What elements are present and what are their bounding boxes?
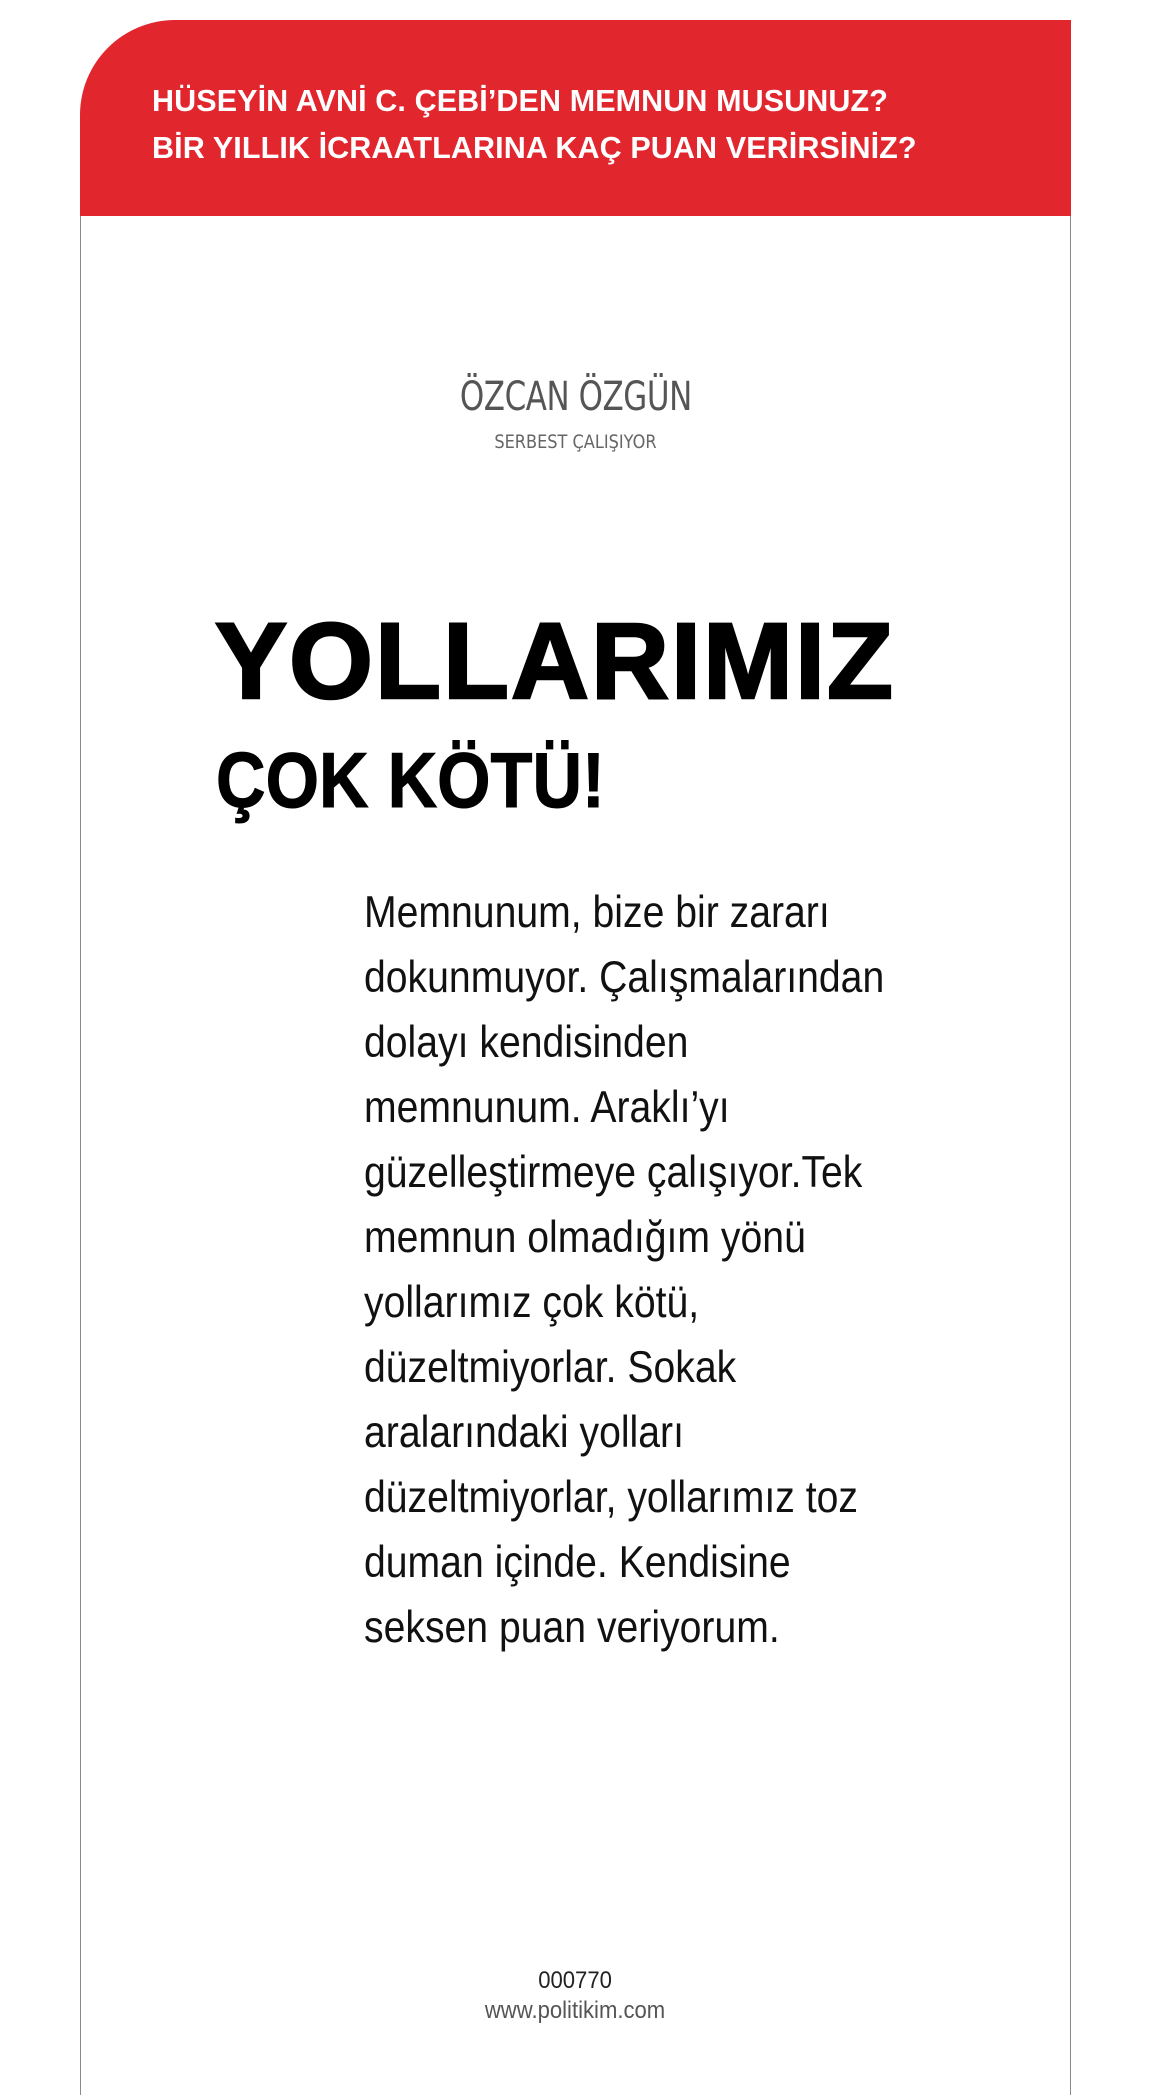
footer-code — [80, 1967, 1071, 1995]
respondent-occupation-text: SERBEST ÇALIŞIYOR — [494, 431, 657, 453]
quote-line: seksen puan veriyorum. — [364, 1603, 780, 1652]
quote-line: güzelleştirmeye çalışıyor.Tek — [364, 1148, 863, 1197]
quote-line: düzeltmiyorlar, yollarımız toz — [364, 1473, 858, 1522]
question-banner — [80, 20, 1071, 216]
quote-body — [364, 880, 964, 1660]
footer-website — [80, 1997, 1071, 2025]
quote-line: dokunmuyor. Çalışmalarından — [364, 953, 885, 1002]
respondent-name-text: ÖZCAN ÖZGÜN — [459, 374, 692, 420]
footer-code-text: 000770 — [538, 1967, 613, 1994]
quote-line: Memnunum, bize bir zararı — [364, 888, 830, 937]
quote-line: yollarımız çok kötü, — [364, 1278, 700, 1327]
quote-line: memnun olmadığım yönü — [364, 1213, 806, 1262]
banner-question-line-2: BİR YILLIK İCRAATLARINA KAÇ PUAN VERİRSİNİZ? — [152, 131, 917, 165]
respondent-occupation — [80, 430, 1071, 454]
quote-line: aralarındaki yolları — [364, 1408, 684, 1457]
quote-line: duman içinde. Kendisine — [364, 1538, 791, 1587]
respondent-name — [80, 372, 1071, 422]
quote-line: düzeltmiyorlar. Sokak — [364, 1343, 737, 1392]
headline-line-1: YOLLARIMIZ — [215, 600, 895, 721]
quote-line: memnunum. Araklı’yı — [364, 1083, 730, 1132]
banner-question-line-1: HÜSEYİN AVNİ C. ÇEBİ’DEN MEMNUN MUSUNUZ? — [152, 84, 889, 118]
footer-website-text: www.politikim.com — [485, 1997, 666, 2024]
quote-line: dolayı kendisinden — [364, 1018, 689, 1067]
headline-line-2-text: ÇOK KÖTÜ! — [216, 736, 605, 824]
headline-line-2 — [216, 735, 658, 825]
